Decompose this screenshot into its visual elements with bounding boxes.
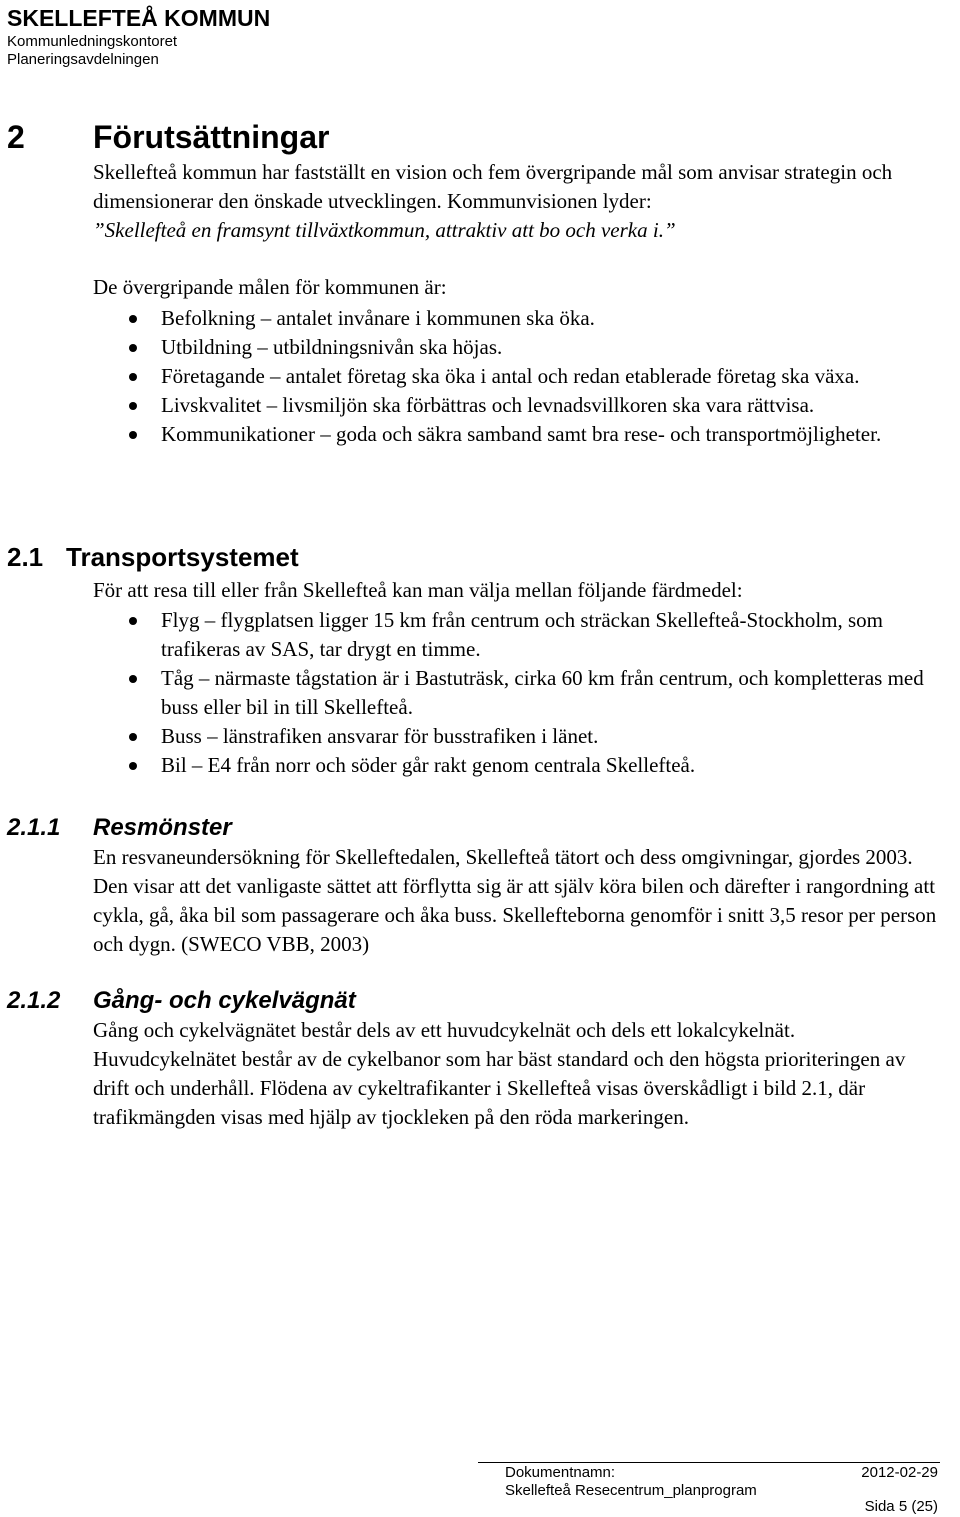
section-2-intro: Skellefteå kommun har fastställt en vision och fem övergripande mål som anvisar strategin och dimensionerar den önskade utvecklingen. Kommunvisionen lyder:: [93, 160, 893, 213]
section-title: Förutsättningar: [93, 119, 330, 155]
resmonster-text: En resvaneundersökning för Skelleftedalen, Skellefteå tätort och dess omgivningar, gjordes 2003. Den visar att det vanligaste sättet att förflytta sig är att själv köra bilen och därefter i rangordning att cykla, gå, åka bil som passagerare och åka buss. Skellefteborna genomför i snitt 3,5 resor per person och dygn. (SWECO VBB, 2003): [93, 845, 937, 956]
section-number: 2.1: [7, 542, 44, 572]
bullet-icon: [129, 617, 137, 625]
goals-intro: De övergripande målen för kommunen är:: [93, 275, 447, 299]
list-item: Tåg – närmaste tågstation är i Bastuträsk, cirka 60 km från centrum, och kompletteras med buss eller bil in till Skellefteå.: [93, 664, 943, 722]
organization-name: SKELLEFTEÅ KOMMUN: [7, 5, 271, 31]
list-item: Utbildning – utbildningsnivån ska höjas.: [93, 333, 943, 362]
list-item: Kommunikationer – goda och säkra samband samt bra rese- och transportmöjligheter.: [93, 420, 943, 449]
section-number: 2.1.1: [7, 814, 61, 841]
section-title: Transportsystemet: [66, 542, 299, 572]
list-item: Flyg – flygplatsen ligger 15 km från centrum och sträckan Skellefteå-Stockholm, som trafikeras av SAS, tar drygt en timme.: [93, 606, 943, 664]
bullet-icon: [129, 431, 137, 439]
list-item: Buss – länstrafiken ansvarar för busstrafiken i länet.: [93, 722, 943, 751]
section-2-heading: [7, 118, 907, 156]
list-item: Företagande – antalet företag ska öka i antal och redan etablerade företag ska växa.: [93, 362, 943, 391]
section-2-1-heading: [7, 541, 907, 573]
cykelvagnat-text: Gång och cykelvägnätet består dels av ett huvudcykelnät och dels ett lokalcykelnät. Huvudcykelnätet består av de cykelbanor som har bäst standard och den högsta prioriteringen av drift och underhåll. Flödena av cykeltrafikanter i Skellefteå visas överskådligt i bild 2.1, där trafikmängden visas med hjälp av tjockleken på den röda markeringen.: [93, 1018, 906, 1129]
goals-list: [93, 304, 943, 449]
bullet-icon: [129, 344, 137, 352]
transport-intro: För att resa till eller från Skellefteå kan man välja mellan följande färdmedel:: [93, 578, 743, 602]
vision-quote: ”Skellefteå en framsynt tillväxtkommun, attraktiv att bo och verka i.”: [93, 218, 676, 242]
bullet-icon: [129, 675, 137, 683]
list-item: Befolkning – antalet invånare i kommunen ska öka.: [93, 304, 943, 333]
bullet-icon: [129, 315, 137, 323]
section-number: 2: [7, 119, 25, 155]
department-name: Planeringsavdelningen: [7, 51, 159, 68]
office-name: Kommunledningskontoret: [7, 33, 178, 50]
section-title: Resmönster: [93, 814, 232, 841]
bullet-icon: [129, 373, 137, 381]
bullet-icon: [129, 402, 137, 410]
section-2-1-1-heading: [7, 813, 907, 843]
section-2-1-2-heading: [7, 986, 907, 1016]
footer-doc-label: Dokumentnamn:: [505, 1464, 616, 1481]
transport-list: [93, 606, 943, 780]
bullet-icon: [129, 762, 137, 770]
list-item: Livskvalitet – livsmiljön ska förbättras och levnadsvillkoren ska vara rättvisa.: [93, 391, 943, 420]
footer-date: 2012-02-29: [861, 1464, 938, 1481]
bullet-icon: [129, 733, 137, 741]
footer-doc-name: Skellefteå Resecentrum_planprogram: [505, 1482, 757, 1499]
footer-page-number: Sida 5 (25): [864, 1498, 938, 1515]
section-number: 2.1.2: [7, 987, 61, 1014]
section-title: Gång- och cykelvägnät: [93, 987, 356, 1014]
list-item: Bil – E4 från norr och söder går rakt genom centrala Skellefteå.: [93, 751, 943, 780]
